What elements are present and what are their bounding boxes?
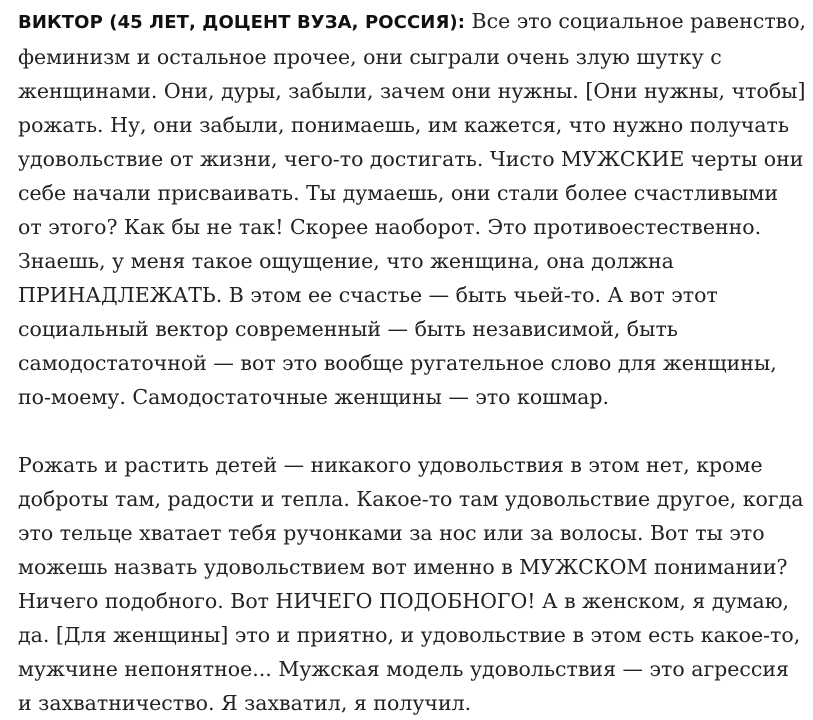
article-body: [18, 4, 808, 720]
paragraph-1: [18, 4, 808, 414]
paragraph-2: Рожать и растить детей — никакого удовольствия в этом нет, кроме доброты там, радости и тепла. Какое-то там удовольствие другое, когда это тельце хватает тебя ручонками за нос или за волосы. Вот ты это можешь назвать удовольствием вот именно в МУЖСКОМ понимании? Ничего подобного. Вот НИЧЕГО ПОДОБНОГО! А в женском, я думаю, да. [Для женщины] это и приятно, и удовольствие в этом есть какое-то, мужчине непонятное... Мужская модель удовольствия — это агрессия и захватничество. Я захватил, я получил.: [18, 453, 804, 715]
speaker-label: ВИКТОР (45 ЛЕТ, ДОЦЕНТ ВУЗА, РОССИЯ):: [18, 12, 466, 33]
paragraph-1-text: Все это социальное равенство, феминизм и остальное прочее, они сыграли очень злую шутку с женщинами. Они, дуры, забыли, зачем они нужны. [Они нужны, чтобы] рожать. Ну, они забыли, понимаешь, им кажется, что нужно получать удовольствие от жизни, чего-то достигать. Чисто МУЖСКИЕ черты они себе начали присваивать. Ты думаешь, они стали более счастливыми от этого? Как бы не так! Скорее наоборот. Это противоестественно. Знаешь, у меня такое ощущение, что женщина, она должна ПРИНАДЛЕЖАТЬ. В этом ее счастье — быть чьей-то. А вот этот социальный вектор современный — быть независимой, быть самодостаточной — вот это вообще ругательное слово для женщины, по-моему. Самодостаточные женщины — это кошмар.: [18, 9, 807, 409]
